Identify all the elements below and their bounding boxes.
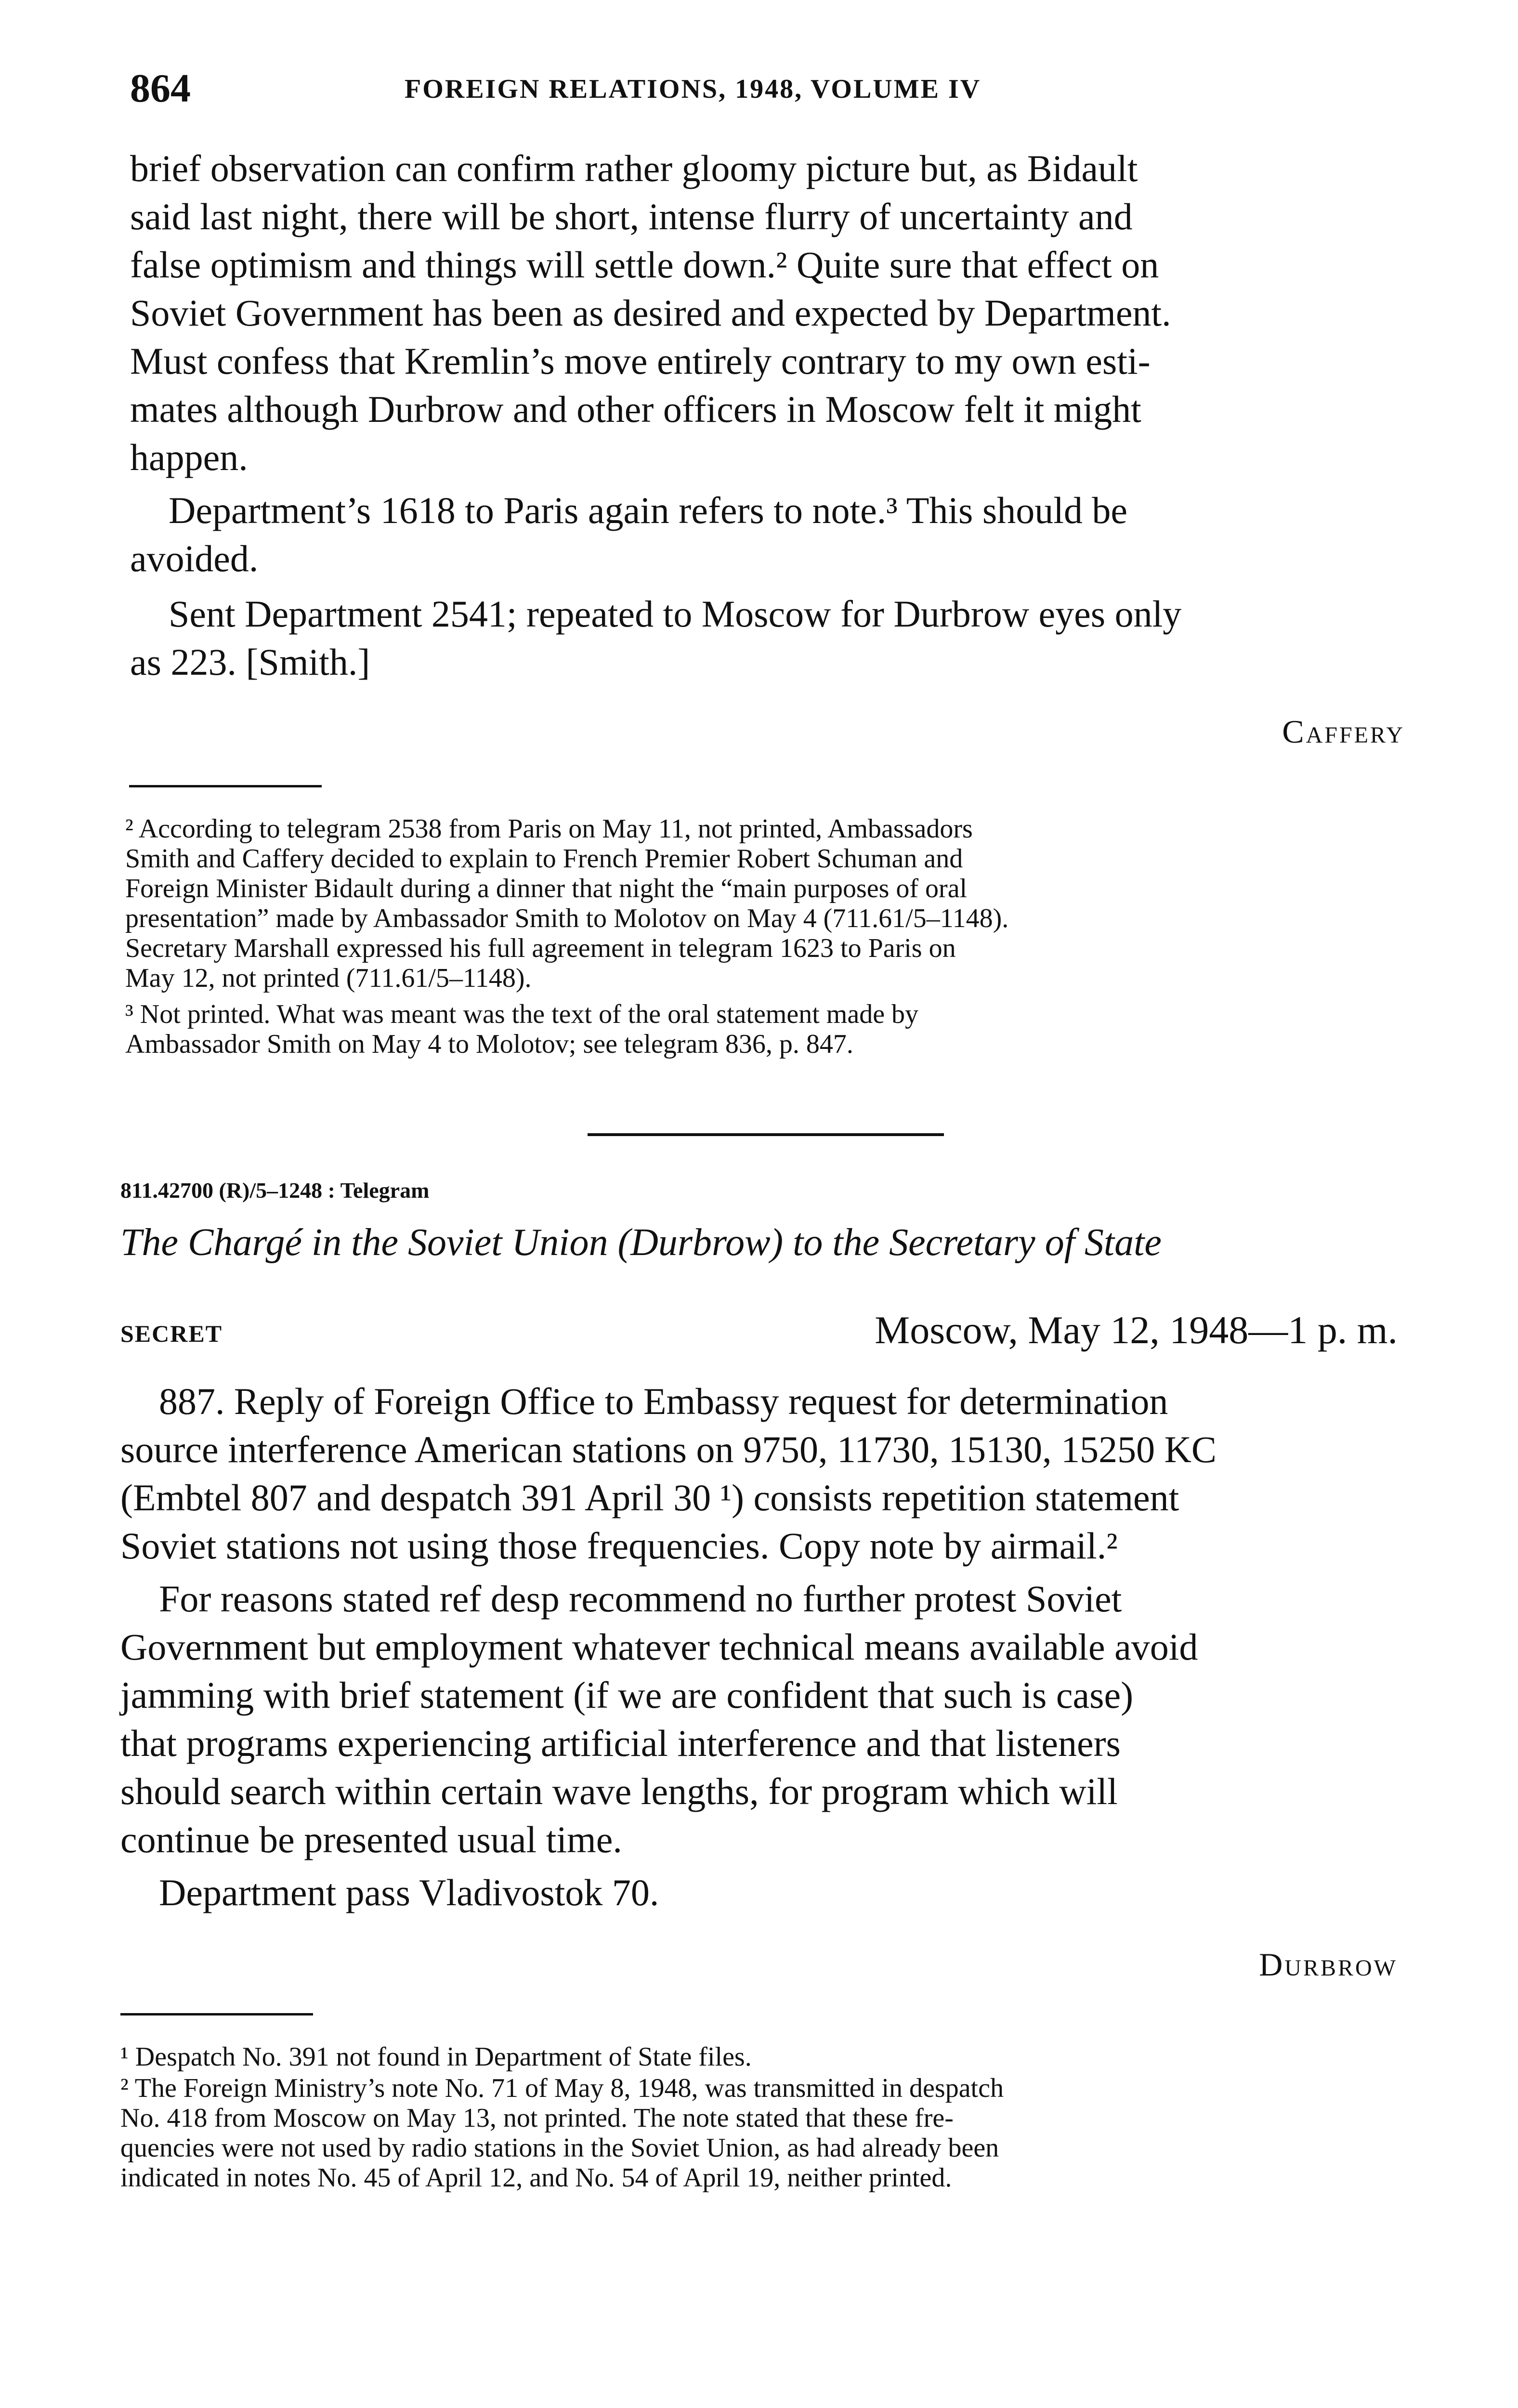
body-line: For reasons stated ref desp recommend no further protest Soviet <box>159 1578 1122 1620</box>
footnote-line: No. 418 from Moscow on May 13, not printed. The note stated that these fre- <box>120 2103 954 2133</box>
page-header <box>130 65 1406 113</box>
footnote-line: May 12, not printed (711.61/5–1148). <box>125 963 532 993</box>
body-line: Government but employment whatever technical means available avoid <box>120 1626 1198 1668</box>
footnote-line: Secretary Marshall expressed his full agreement in telegram 1623 to Paris on <box>125 933 956 963</box>
footnote-line: quencies were not used by radio stations in the Soviet Union, as had already been <box>120 2133 999 2163</box>
body-line: that programs experiencing artificial interference and that listeners <box>120 1722 1121 1764</box>
signature-caffery: Caffery <box>1282 713 1405 750</box>
body-line: Soviet Government has been as desired and expected by Department. <box>130 292 1171 334</box>
footnote-line: indicated in notes No. 45 of April 12, and No. 54 of April 19, neither printed. <box>120 2163 952 2193</box>
body-line: jamming with brief statement (if we are confident that such is case) <box>120 1674 1134 1716</box>
footnote-line: ² According to telegram 2538 from Paris on May 11, not printed, Ambassadors <box>125 814 973 844</box>
body-line: Soviet stations not using those frequencies. Copy note by airmail.² <box>120 1525 1118 1567</box>
footnote-line: Ambassador Smith on May 4 to Molotov; see telegram 836, p. 847. <box>125 1029 853 1059</box>
body-line: avoided. <box>130 537 259 579</box>
body-line: (Embtel 807 and despatch 391 April 30 ¹) consists repetition statement <box>120 1477 1179 1518</box>
body-line: should search within certain wave lengths, for program which will <box>120 1770 1118 1812</box>
body-line: 887. Reply of Foreign Office to Embassy request for determination <box>159 1380 1168 1422</box>
footnote-line: Foreign Minister Bidault during a dinner that night the “main purposes of oral <box>125 874 968 903</box>
body-line: said last night, there will be short, intense flurry of uncertainty and <box>130 196 1133 237</box>
page-number: 864 <box>130 66 191 111</box>
running-head: FOREIGN RELATIONS, 1948, VOLUME IV <box>405 74 981 104</box>
body-line: mates although Durbrow and other officers in Moscow felt it might <box>130 388 1141 430</box>
footnote-line: Smith and Caffery decided to explain to French Premier Robert Schuman and <box>125 844 963 874</box>
footnote-rule <box>129 785 322 787</box>
document-title: The Chargé in the Soviet Union (Durbrow) to the Secretary of State <box>120 1221 1162 1264</box>
file-reference: 811.42700 (R)/5–1248 : Telegram <box>120 1178 430 1203</box>
body-line: continue be presented usual time. <box>120 1819 622 1860</box>
footnote-line: ³ Not printed. What was meant was the text of the oral statement made by <box>125 999 919 1029</box>
classification-label: SECRET <box>120 1320 223 1347</box>
body-line: Department pass Vladivostok 70. <box>159 1871 659 1913</box>
dateline: Moscow, May 12, 1948—1 p. m. <box>875 1308 1398 1352</box>
footnote-line: presentation” made by Ambassador Smith to Molotov on May 4 (711.61/5–1148). <box>125 903 1009 933</box>
body-line: Department’s 1618 to Paris again refers to note.³ This should be <box>169 489 1128 531</box>
body-line: source interference American stations on 9750, 11730, 15130, 15250 KC <box>120 1428 1217 1470</box>
footnote-line: ² The Foreign Ministry’s note No. 71 of May 8, 1948, was transmitted in despatch <box>120 2073 1004 2103</box>
body-line: Must confess that Kremlin’s move entirely contrary to my own esti- <box>130 340 1151 382</box>
body-line: false optimism and things will settle down.² Quite sure that effect on <box>130 244 1159 286</box>
footnote-line: ¹ Despatch No. 391 not found in Department of State files. <box>120 2042 752 2072</box>
signature-durbrow: Durbrow <box>1259 1946 1398 1983</box>
body-line: brief observation can confirm rather gloomy picture but, as Bidault <box>130 147 1138 189</box>
section-divider <box>588 1133 944 1136</box>
body-line: happen. <box>130 436 248 478</box>
footnote-rule <box>120 2013 313 2015</box>
body-line: as 223. [Smith.] <box>130 641 370 683</box>
body-line: Sent Department 2541; repeated to Moscow for Durbrow eyes only <box>169 593 1182 635</box>
